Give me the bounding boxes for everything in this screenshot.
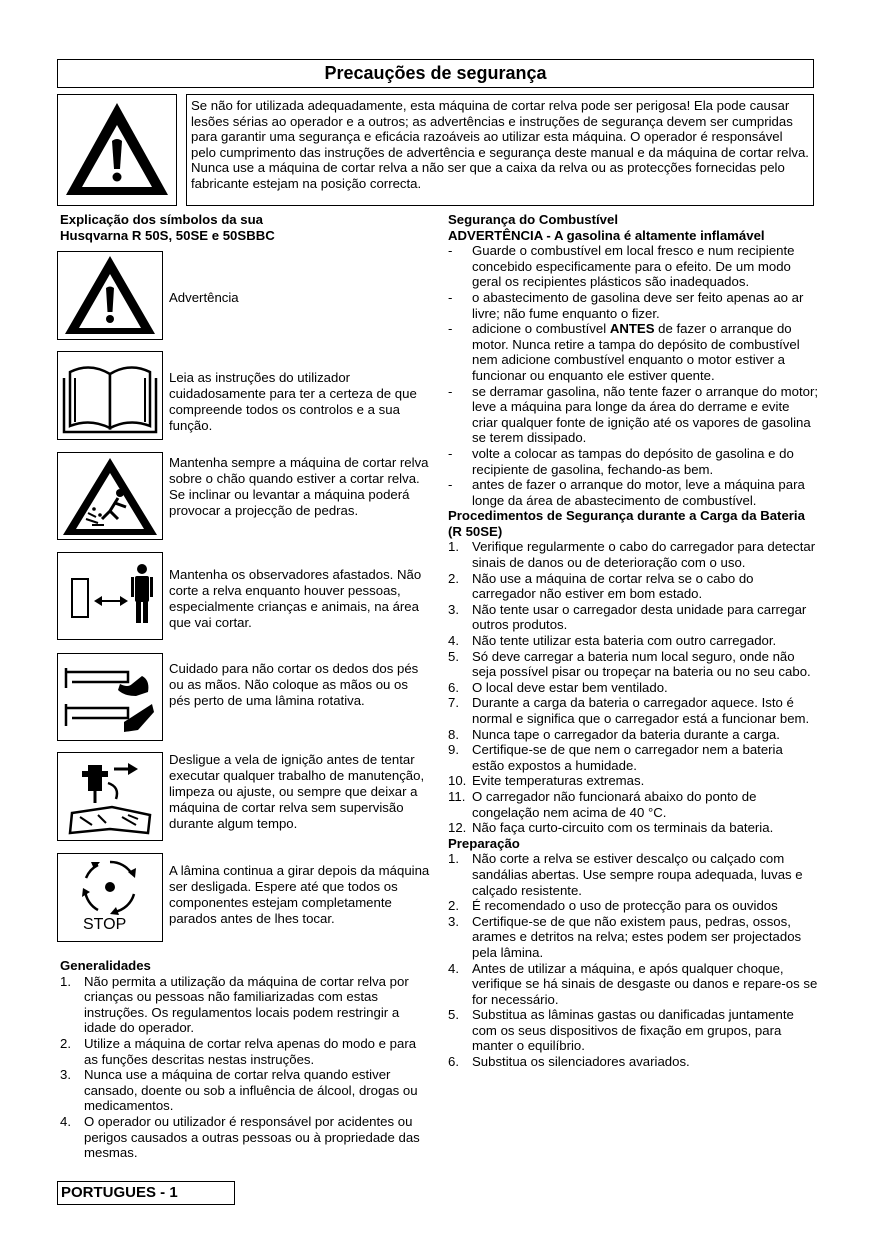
fuel-heading: Segurança do Combustível	[448, 212, 619, 227]
symbol-text: Desligue a vela de ignição antes de tentar executar qualquer trabalho de manutenção, limpeza ou ajuste, ou sempre que deixar a máquina de cortar relva sem supervisão durante algum tempo.	[169, 752, 425, 831]
list-text: Antes de utilizar a máquina, e após qualquer choque, verifique se há sinais de desgaste ou danos e repare-os se for necessário.	[472, 960, 818, 1007]
list-item	[448, 1007, 818, 1054]
list-text: Substitua as lâminas gastas ou danificadas juntamente com os seus dispositivos de fixação em grupos, para manter o equilíbrio.	[472, 1007, 794, 1054]
list-number: 9.	[448, 742, 459, 758]
list-number: 2.	[60, 1035, 71, 1051]
list-number: 4.	[448, 633, 459, 649]
symbol-text: Mantenha sempre a máquina de cortar relva sobre o chão quando estiver a cortar relva. Se inclinar ou levantar a máquina poderá provocar a projecção de pedras.	[169, 455, 429, 518]
list-number: 10.	[448, 773, 467, 789]
list-number: 6.	[448, 679, 459, 695]
keep-distance-icon	[57, 552, 163, 640]
list-item	[448, 914, 818, 961]
list-text: volte a colocar as tampas do depósito de gasolina e do recipiente de gasolina, fechando-as bem.	[472, 445, 794, 477]
list-text: Não tente usar o carregador desta unidade para carregar outros produtos.	[472, 601, 807, 633]
list-number: 4.	[60, 1113, 71, 1129]
list-item	[448, 571, 818, 602]
list-text: antes de fazer o arranque do motor, leve a máquina para longe da área de abastecimento de combustível.	[472, 477, 805, 508]
list-number: 2.	[448, 898, 459, 914]
manual-icon	[57, 351, 163, 440]
list-text: adicione o combustível	[472, 321, 610, 337]
list-item	[448, 602, 818, 633]
list-item	[60, 1067, 432, 1114]
list-number: 1.	[448, 851, 459, 867]
list-item: - Guarde o combustível em local fresco e num recipiente concebido especificamente para o efeito. De um modo geral os recipientes plásticos são inadequados.	[448, 243, 795, 290]
list-item	[60, 1036, 432, 1067]
list-item: - volte a colocar as tampas do depósito de gasolina e do recipiente de gasolina, fechando-as bem.	[448, 445, 794, 477]
list-text: de fazer o arranque do motor. Nunca retire a tampa do depósito de combustível nem adicione combustível enquanto o motor estiver a funcionar ou enquanto ele estiver quente.	[472, 321, 800, 383]
page-footer: PORTUGUES - 1	[57, 1181, 235, 1205]
list-text: Verifique regularmente o cabo do carregador para detectar sinais de danos ou de deterioração com o uso.	[472, 539, 816, 571]
symbol-text: Leia as instruções do utilizador cuidadosamente para ter a certeza de que compreende todos os controlos e a sua função.	[169, 370, 417, 433]
intro-text: Se não for utilizada adequadamente, esta máquina de cortar relva pode ser perigosa! Ela pode causar lesões sérias ao operador e a outros; as advertências e instruções de segurança devem ser cumpridas para garantir uma segurança e eficácia razoáveis ao utilizar esta máquina. O operador é responsável pelo cumprimento das instruções de advertência e segurança deste manual e da máquina de cortar relva. Nunca use a máquina de cortar relva a não ser que a caixa da relva ou as protecções fornecidas pelo fabricante estejam na posição correcta.	[186, 94, 814, 206]
list-number: 5.	[448, 1007, 459, 1023]
list-text: O carregador não funcionará abaixo do ponto de congelação nem acima de 40 °C.	[472, 788, 757, 820]
list-item	[448, 773, 818, 789]
list-item	[448, 539, 818, 570]
prep-heading: Preparação	[448, 835, 520, 851]
general-heading: Generalidades	[60, 958, 151, 973]
list-text: Durante a carga da bateria o carregador aquece. Isto é normal e significa que o carregador está a funcionar bem.	[472, 695, 810, 726]
list-item	[448, 961, 818, 1008]
list-number: 4.	[448, 960, 459, 976]
list-item	[448, 820, 818, 836]
symbols-heading-2: Husqvarna R 50S, 50SE e 50SBBC	[60, 227, 275, 243]
list-text: Só deve carregar a bateria num local seguro, onde não seja possível pisar ou tropeçar na bateria ou no seu cabo.	[472, 648, 811, 680]
symbol-text: Cuidado para não cortar os dedos dos pés ou as mãos. Não coloque as mãos ou os pés perto de uma lâmina rotativa.	[169, 661, 419, 708]
list-number: 3.	[60, 1067, 71, 1083]
page-title: Precauções de segurança	[57, 59, 814, 88]
general-list	[60, 974, 432, 1161]
list-number: 2.	[448, 570, 459, 586]
blade-hands-feet-icon	[57, 653, 163, 741]
list-item: - se derramar gasolina, não tente fazer o arranque do motor; leve a máquina para longe da área do derrame e evite criar qualquer fonte de ignição até os vapores de gasolina se terem dissipado.	[448, 383, 819, 446]
list-text: Certifique-se de que não existem paus, pedras, ossos, arames e detritos na relva; estes podem ser projectados pela lâmina.	[472, 913, 802, 960]
battery-list	[448, 539, 818, 835]
list-item: - antes de fazer o arranque do motor, leve a máquina para longe da área de abastecimento de combustível.	[448, 477, 805, 508]
list-number: 5.	[448, 648, 459, 664]
fuel-warning: ADVERTÊNCIA - A gasolina é altamente inflamável	[448, 227, 765, 243]
symbol-text: A lâmina continua a girar depois da máquina ser desligada. Espere até que todos os componentes estejam completamente parados antes de lhes tocar.	[169, 863, 430, 926]
list-item	[60, 1114, 432, 1161]
symbol-text: Mantenha os observadores afastados. Não corte a relva enquanto houver pessoas, especialmente crianças e animais, na área que vai cortar.	[169, 567, 422, 630]
list-number: 6.	[448, 1054, 459, 1070]
warning-icon-large	[57, 94, 177, 206]
symbol-text: Advertência	[169, 290, 239, 305]
list-number: 8.	[448, 726, 459, 742]
list-text: Não tente utilizar esta bateria com outro carregador.	[472, 633, 777, 649]
list-number: 1.	[448, 539, 459, 555]
list-number: 1.	[60, 973, 71, 989]
list-text: Certifique-se de que nem o carregador nem a bateria estão expostos a humidade.	[472, 742, 783, 773]
list-text: O local deve estar bem ventilado.	[472, 679, 668, 695]
list-text: Utilize a máquina de cortar relva apenas do modo e para as funções descritas nestas instruções.	[84, 1035, 417, 1067]
list-text: O operador ou utilizador é responsável por acidentes ou perigos causados a outras pessoas ou à propriedade das mesmas.	[84, 1113, 420, 1161]
list-item	[448, 695, 818, 726]
list-text: se derramar gasolina, não tente fazer o arranque do motor; leve a máquina para longe da área do derrame e evite criar qualquer fonte de ignição até os vapores de gasolina se terem dissipado.	[472, 383, 819, 446]
list-text: Não faça curto-circuito com os terminais da bateria.	[472, 820, 774, 836]
list-text: Nunca tape o carregador da bateria durante a carga.	[472, 726, 780, 742]
list-text: Guarde o combustível em local fresco e num recipiente concebido especificamente para o efeito. De um modo geral os recipientes plásticos são inadequados.	[472, 243, 795, 290]
symbols-section	[60, 212, 432, 243]
list-number: 12.	[448, 820, 467, 836]
list-item: - adicione o combustível ANTES de fazer o arranque do motor. Nunca retire a tampa do depósito de combustível nem adicione combustível enquanto o motor estiver a funcionar ou enquanto ele estiver quente.	[448, 321, 800, 383]
symbols-heading-1: Explicação dos símbolos da sua	[60, 212, 264, 227]
general-section	[60, 958, 432, 1161]
list-text: Não permita a utilização da máquina de cortar relva por crianças ou pessoas não familiarizadas com estas instruções. Os regulamentos locais podem restringir a idade do operador.	[84, 973, 409, 1036]
list-item	[448, 680, 818, 696]
battery-heading: Procedimentos de Segurança durante a Carga da Bateria (R 50SE)	[448, 508, 805, 539]
warning-icon	[57, 251, 163, 340]
list-item	[448, 789, 818, 820]
list-text: Não use a máquina de cortar relva se o cabo do carregador não estiver em bom estado.	[472, 570, 754, 602]
list-item	[448, 898, 818, 914]
list-number: 3.	[448, 601, 459, 617]
thrown-objects-icon	[57, 452, 163, 540]
list-text: o abastecimento de gasolina deve ser feito apenas ao ar livre; não fume enquanto o fizer.	[472, 289, 804, 321]
list-text: Nunca use a máquina de cortar relva quando estiver cansado, doente ou sob a influência de álcool, drogas ou medicamentos.	[84, 1067, 418, 1114]
spark-plug-icon	[57, 752, 163, 841]
prep-list	[448, 851, 818, 1069]
list-text: Substitua os silenciadores avariados.	[472, 1054, 690, 1070]
list-item	[448, 1054, 818, 1070]
fuel-list	[448, 243, 818, 508]
list-number: 7.	[448, 695, 459, 711]
list-item	[60, 974, 432, 1036]
list-item	[448, 727, 818, 743]
list-item: - o abastecimento de gasolina deve ser feito apenas ao ar livre; não fume enquanto o fizer.	[448, 289, 804, 321]
right-column	[448, 212, 818, 1070]
blade-stop-icon	[57, 853, 163, 942]
list-item	[448, 742, 818, 773]
list-text: Não corte a relva se estiver descalço ou calçado com sandálias abertas. Use sempre roupa adequada, luvas e calçado resistente.	[472, 851, 803, 898]
stop-label: STOP	[83, 916, 127, 933]
list-item	[448, 851, 818, 898]
list-item	[448, 633, 818, 649]
list-item	[448, 649, 818, 680]
list-text: Evite temperaturas extremas.	[472, 773, 645, 789]
list-number: 11.	[448, 788, 466, 804]
list-number: 3.	[448, 913, 459, 929]
emphasis-text: ANTES	[609, 321, 655, 337]
list-text: É recomendado o uso de protecção para os ouvidos	[472, 898, 778, 914]
